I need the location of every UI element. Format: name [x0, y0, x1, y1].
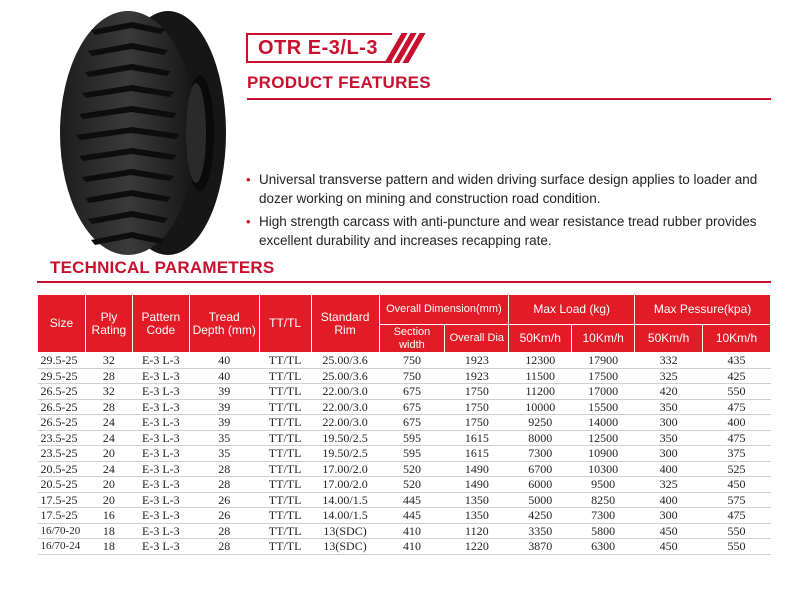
cell-load-10: 6300: [572, 539, 635, 555]
cell-ply-rating: 32: [85, 384, 132, 400]
bullet-icon: •: [246, 172, 251, 187]
cell-pressure-10: 435: [703, 353, 771, 369]
cell-tread-depth: 35: [189, 430, 259, 446]
cell-pattern-code: E-3 L-3: [132, 368, 189, 384]
cell-standard-rim: 25.00/3.6: [311, 353, 379, 369]
table-row: [38, 477, 771, 493]
cell-load-50: 7300: [509, 446, 572, 462]
header-overall-dia: Overall Dia: [445, 325, 509, 353]
cell-pressure-10: 475: [703, 399, 771, 415]
cell-overall-dia: 1923: [445, 368, 509, 384]
cell-pressure-10: 475: [703, 508, 771, 524]
cell-load-10: 10300: [572, 461, 635, 477]
cell-ply-rating: 18: [85, 539, 132, 555]
cell-load-50: 6700: [509, 461, 572, 477]
cell-tt-tl: TT/TL: [259, 368, 311, 384]
cell-standard-rim: 19.50/2.5: [311, 446, 379, 462]
cell-ply-rating: 28: [85, 368, 132, 384]
table-row: [38, 430, 771, 446]
cell-load-50: 3350: [509, 523, 572, 539]
cell-section-width: 520: [379, 461, 445, 477]
cell-tt-tl: TT/TL: [259, 539, 311, 555]
header-standard-rim: Standard Rim: [311, 295, 379, 353]
tire-image: [50, 8, 230, 258]
cell-section-width: 675: [379, 399, 445, 415]
header-pressure-10: 10Km/h: [703, 325, 771, 353]
cell-standard-rim: 14.00/1.5: [311, 492, 379, 508]
cell-size: 26.5-25: [38, 399, 86, 415]
cell-overall-dia: 1120: [445, 523, 509, 539]
table-row: [38, 446, 771, 462]
cell-ply-rating: 18: [85, 523, 132, 539]
cell-tread-depth: 28: [189, 539, 259, 555]
cell-size: 29.5-25: [38, 368, 86, 384]
cell-pressure-50: 332: [635, 353, 703, 369]
cell-pattern-code: E-3 L-3: [132, 523, 189, 539]
cell-ply-rating: 20: [85, 446, 132, 462]
cell-pattern-code: E-3 L-3: [132, 430, 189, 446]
header-pressure-50: 50Km/h: [635, 325, 703, 353]
cell-overall-dia: 1350: [445, 508, 509, 524]
cell-pressure-10: 450: [703, 477, 771, 493]
cell-pressure-10: 425: [703, 368, 771, 384]
cell-tt-tl: TT/TL: [259, 415, 311, 431]
cell-size: 26.5-25: [38, 415, 86, 431]
cell-section-width: 520: [379, 477, 445, 493]
cell-section-width: 595: [379, 446, 445, 462]
header-tread-depth: Tread Depth (mm): [189, 295, 259, 353]
badge-stripes-icon: [390, 33, 417, 63]
cell-pressure-50: 325: [635, 368, 703, 384]
cell-pressure-50: 450: [635, 523, 703, 539]
cell-pressure-10: 400: [703, 415, 771, 431]
header-overall-dimension: Overall Dimension(mm): [379, 295, 509, 325]
cell-tt-tl: TT/TL: [259, 508, 311, 524]
cell-pressure-50: 350: [635, 430, 703, 446]
cell-pressure-10: 550: [703, 384, 771, 400]
cell-overall-dia: 1750: [445, 399, 509, 415]
cell-pressure-50: 325: [635, 477, 703, 493]
table-row: [38, 368, 771, 384]
cell-standard-rim: 17.00/2.0: [311, 461, 379, 477]
cell-tt-tl: TT/TL: [259, 523, 311, 539]
cell-pattern-code: E-3 L-3: [132, 384, 189, 400]
table-row: [38, 523, 771, 539]
features-list: [245, 170, 775, 254]
cell-overall-dia: 1750: [445, 415, 509, 431]
cell-section-width: 750: [379, 368, 445, 384]
cell-pressure-10: 375: [703, 446, 771, 462]
cell-overall-dia: 1615: [445, 446, 509, 462]
table-row: [38, 415, 771, 431]
cell-tread-depth: 28: [189, 523, 259, 539]
cell-ply-rating: 16: [85, 508, 132, 524]
cell-ply-rating: 32: [85, 353, 132, 369]
technical-parameters-title: TECHNICAL PARAMETERS: [50, 258, 275, 277]
cell-standard-rim: 19.50/2.5: [311, 430, 379, 446]
cell-overall-dia: 1350: [445, 492, 509, 508]
cell-section-width: 445: [379, 492, 445, 508]
cell-size: 23.5-25: [38, 430, 86, 446]
cell-load-50: 9250: [509, 415, 572, 431]
cell-size: 29.5-25: [38, 353, 86, 369]
parameters-table-body: [38, 353, 771, 555]
cell-load-10: 17900: [572, 353, 635, 369]
technical-parameters-divider: [37, 281, 771, 283]
header-size: Size: [38, 295, 86, 353]
cell-ply-rating: 20: [85, 492, 132, 508]
cell-load-50: 12300: [509, 353, 572, 369]
cell-tt-tl: TT/TL: [259, 461, 311, 477]
cell-standard-rim: 13(SDC): [311, 523, 379, 539]
cell-tread-depth: 28: [189, 477, 259, 493]
table-row: [38, 539, 771, 555]
cell-ply-rating: 24: [85, 461, 132, 477]
cell-tt-tl: TT/TL: [259, 492, 311, 508]
header-max-pressure: Max Pessure(kpa): [635, 295, 771, 325]
cell-tread-depth: 35: [189, 446, 259, 462]
cell-size: 16/70-20: [38, 523, 86, 539]
cell-pattern-code: E-3 L-3: [132, 477, 189, 493]
table-row: [38, 384, 771, 400]
cell-pattern-code: E-3 L-3: [132, 353, 189, 369]
cell-pressure-10: 525: [703, 461, 771, 477]
table-row: [38, 508, 771, 524]
model-badge: [246, 33, 417, 63]
tire-illustration: [50, 8, 230, 258]
cell-overall-dia: 1750: [445, 384, 509, 400]
header-max-load: Max Load (kg): [509, 295, 635, 325]
cell-size: 17.5-25: [38, 492, 86, 508]
cell-tread-depth: 28: [189, 461, 259, 477]
cell-standard-rim: 13(SDC): [311, 539, 379, 555]
cell-load-10: 8250: [572, 492, 635, 508]
feature-text: Universal transverse pattern and widen driving surface design applies to loader and dozer working on mining and construction road condition.: [259, 172, 758, 206]
cell-size: 20.5-25: [38, 461, 86, 477]
cell-load-50: 10000: [509, 399, 572, 415]
cell-pressure-10: 575: [703, 492, 771, 508]
cell-overall-dia: 1923: [445, 353, 509, 369]
cell-standard-rim: 22.00/3.0: [311, 399, 379, 415]
cell-pattern-code: E-3 L-3: [132, 446, 189, 462]
cell-pressure-10: 550: [703, 539, 771, 555]
cell-ply-rating: 24: [85, 430, 132, 446]
cell-size: 17.5-25: [38, 508, 86, 524]
table-row: [38, 461, 771, 477]
cell-pressure-50: 420: [635, 384, 703, 400]
cell-pressure-50: 300: [635, 446, 703, 462]
feature-text: High strength carcass with anti-puncture and wear resistance tread rubber provides excellent durability and increases recapping rate.: [259, 214, 757, 248]
cell-tread-depth: 39: [189, 415, 259, 431]
cell-section-width: 595: [379, 430, 445, 446]
cell-ply-rating: 24: [85, 415, 132, 431]
cell-standard-rim: 14.00/1.5: [311, 508, 379, 524]
header-ply-rating: Ply Rating: [85, 295, 132, 353]
cell-ply-rating: 20: [85, 477, 132, 493]
cell-tread-depth: 26: [189, 508, 259, 524]
cell-pressure-50: 300: [635, 415, 703, 431]
table-row: [38, 399, 771, 415]
cell-overall-dia: 1615: [445, 430, 509, 446]
cell-section-width: 445: [379, 508, 445, 524]
feature-item: [245, 212, 775, 250]
cell-standard-rim: 22.00/3.0: [311, 384, 379, 400]
cell-section-width: 675: [379, 415, 445, 431]
cell-overall-dia: 1220: [445, 539, 509, 555]
cell-tt-tl: TT/TL: [259, 399, 311, 415]
cell-pressure-10: 475: [703, 430, 771, 446]
cell-overall-dia: 1490: [445, 461, 509, 477]
cell-section-width: 410: [379, 539, 445, 555]
header-tt-tl: TT/TL: [259, 295, 311, 353]
cell-tread-depth: 39: [189, 384, 259, 400]
cell-load-50: 11200: [509, 384, 572, 400]
header-section-width: Section width: [379, 325, 445, 353]
parameters-table: [37, 294, 771, 555]
cell-tt-tl: TT/TL: [259, 353, 311, 369]
cell-tread-depth: 39: [189, 399, 259, 415]
cell-ply-rating: 28: [85, 399, 132, 415]
cell-load-50: 6000: [509, 477, 572, 493]
cell-tt-tl: TT/TL: [259, 384, 311, 400]
cell-tread-depth: 40: [189, 353, 259, 369]
cell-tt-tl: TT/TL: [259, 477, 311, 493]
cell-pattern-code: E-3 L-3: [132, 492, 189, 508]
features-title: PRODUCT FEATURES: [247, 73, 431, 92]
cell-overall-dia: 1490: [445, 477, 509, 493]
header-pattern-code: Pattern Code: [132, 295, 189, 353]
cell-load-10: 12500: [572, 430, 635, 446]
cell-pattern-code: E-3 L-3: [132, 508, 189, 524]
feature-item: [245, 170, 775, 208]
cell-pressure-50: 300: [635, 508, 703, 524]
cell-load-10: 9500: [572, 477, 635, 493]
cell-size: 20.5-25: [38, 477, 86, 493]
cell-size: 26.5-25: [38, 384, 86, 400]
cell-load-10: 5800: [572, 523, 635, 539]
cell-load-50: 4250: [509, 508, 572, 524]
cell-pressure-50: 450: [635, 539, 703, 555]
cell-load-10: 15500: [572, 399, 635, 415]
cell-size: 16/70-24: [38, 539, 86, 555]
cell-pattern-code: E-3 L-3: [132, 461, 189, 477]
cell-load-50: 3870: [509, 539, 572, 555]
cell-load-50: 5000: [509, 492, 572, 508]
cell-load-10: 10900: [572, 446, 635, 462]
cell-section-width: 675: [379, 384, 445, 400]
cell-load-50: 11500: [509, 368, 572, 384]
model-badge-text: OTR E-3/L-3: [246, 33, 392, 63]
cell-standard-rim: 22.00/3.0: [311, 415, 379, 431]
cell-load-10: 14000: [572, 415, 635, 431]
cell-load-10: 17000: [572, 384, 635, 400]
cell-tt-tl: TT/TL: [259, 446, 311, 462]
cell-load-10: 7300: [572, 508, 635, 524]
cell-size: 23.5-25: [38, 446, 86, 462]
cell-tread-depth: 26: [189, 492, 259, 508]
cell-pressure-50: 350: [635, 399, 703, 415]
table-row: [38, 353, 771, 369]
cell-standard-rim: 17.00/2.0: [311, 477, 379, 493]
header-load-50: 50Km/h: [509, 325, 572, 353]
cell-load-50: 8000: [509, 430, 572, 446]
cell-load-10: 17500: [572, 368, 635, 384]
header-load-10: 10Km/h: [572, 325, 635, 353]
cell-pressure-10: 550: [703, 523, 771, 539]
cell-pressure-50: 400: [635, 461, 703, 477]
features-divider: [247, 98, 771, 100]
cell-pattern-code: E-3 L-3: [132, 539, 189, 555]
cell-section-width: 410: [379, 523, 445, 539]
bullet-icon: •: [246, 214, 251, 229]
cell-section-width: 750: [379, 353, 445, 369]
cell-pressure-50: 400: [635, 492, 703, 508]
cell-tread-depth: 40: [189, 368, 259, 384]
cell-pattern-code: E-3 L-3: [132, 399, 189, 415]
table-row: [38, 492, 771, 508]
cell-tt-tl: TT/TL: [259, 430, 311, 446]
cell-pattern-code: E-3 L-3: [132, 415, 189, 431]
cell-standard-rim: 25.00/3.6: [311, 368, 379, 384]
